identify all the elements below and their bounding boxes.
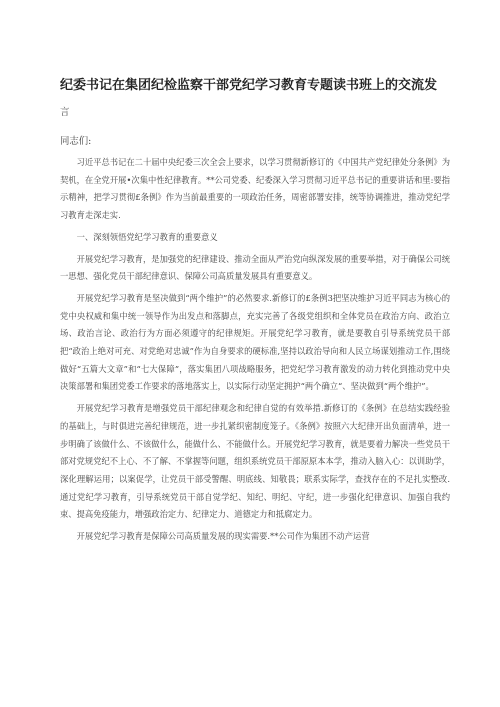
paragraph: 开展党纪学习教育是增强党员干部纪律观念和纪律自觉的有效举措.新修订的《条例》在总结实践经验的基础上，与时俱进完善纪律规范，进一步扎紧织密制度笼子。《条例》按照六大纪律开出负面清单，进一步明确了该做什么、不该做什么，能做什么、不能做什么。开展党纪学习教育，就是要着力解决一些党员干部对党规党纪不上心、不了解、不掌握等问题，组织系统党员干部原原本本学，推动入脑入心：以训助学，深化理解运用；以案促学，让党员干部受警醒、明底线、知敬畏；联系实际学，查找存在的不足扎实整改.通过党纪学习教育，引导系统党员干部自觉学纪、知纪、明纪、守纪，进一步强化纪律意识、加强自我约束、提高免疫能力，增强政治定力、纪律定力、道德定力和抵腐定力。 — [60, 403, 450, 520]
document-title-continuation: 言 — [60, 107, 70, 118]
paragraph: 开展党纪学习教育，是加强党的纪律建设、推动全面从严治党向纵深发展的重要举措，对于确保公司统一思想、强化党员干部纪律意识、保障公司高质量发展具有重要意义。 — [60, 253, 450, 282]
section-heading: 一、深刻领悟党纪学习教育的重要意义 — [76, 231, 218, 242]
paragraph: 习近平总书记在二十届中央纪委三次全会上要求，以学习贯彻新修订的《中国共产党纪律处分条例》为契机，在全党开展•次集中性纪律教育。**公司党委、纪委深入学习贯彻习近平总书记的重要讲话和里:要指示精神，把学习贯彻£条例》作为当前最重要的一项政治任务，周密部署安排，统等协调推进，推动党纪学习教育走深走实. — [60, 157, 450, 221]
greeting: 同志们: — [60, 136, 92, 147]
document-title: 纪委书记在集团纪检监察干部党纪学习教育专题读书班上的交流发 — [60, 78, 438, 93]
paragraph: 开展党纪学习教育是坚决做到“两个维护”的必然要求.新修订的£条例3把坚决维护习近平同志为核心的党中央权威和集中统一领导作为出发点和落脚点，充实完善了各级党组织和全体党员在政治方向、政治立场、政治言论、政治行为方面必须遵守的纪律规矩。开展党纪学习教育，就是要教自引导系统党员干部把“政治上绝对可充、对党绝对忠诚”作为自身要求的硬标准,坚持以政治导向和人民立场谋划推动工作,围绕做好“五篇大文章”和“七大保障”，落实集团八项战略服务，把党纪学习教育激发的动力转化到推动党中央决策部署和集团党委工作要求的落地落实上，以实际行动坚定拥护“两个确立“、坚决做到“两个维护”。 — [60, 292, 450, 392]
paragraph: 开展党纪学习教育是保障公司高质量发展的现实需要.**公司作为集团不动产运营 — [76, 531, 370, 542]
document-body — [60, 154, 450, 550]
